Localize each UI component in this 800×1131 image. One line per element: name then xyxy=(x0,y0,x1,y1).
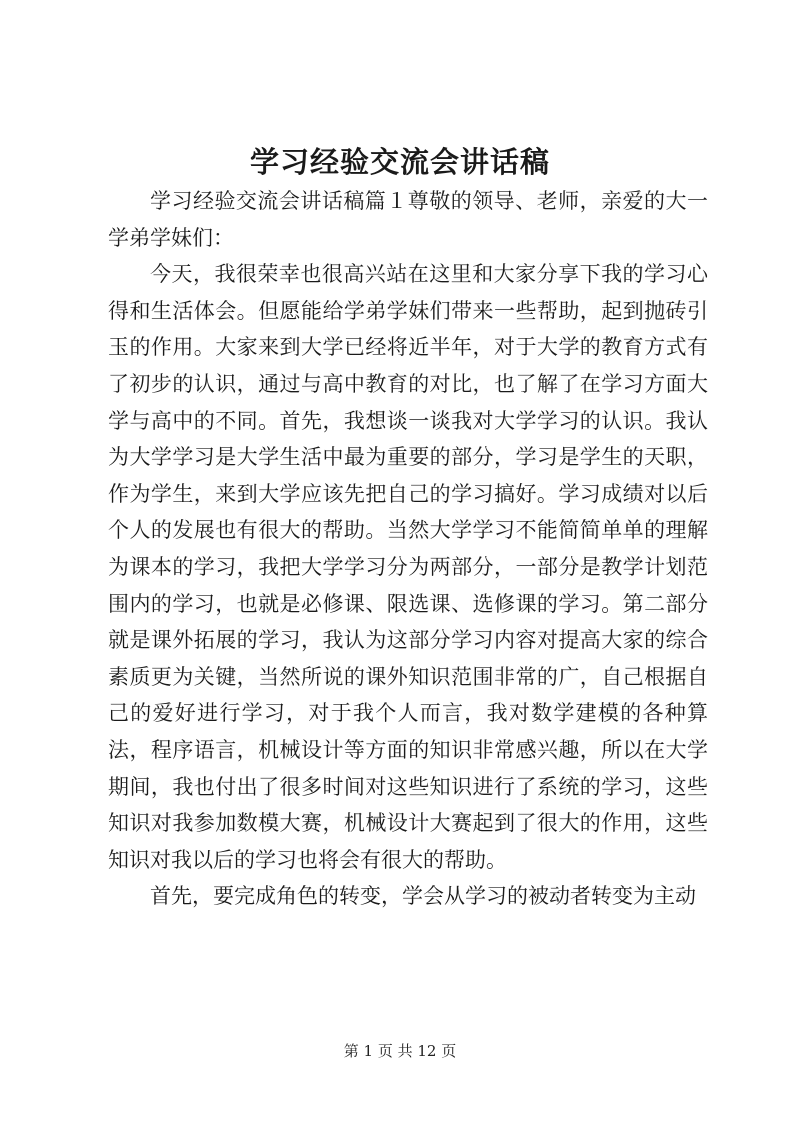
page-number-footer: 第 1 页 共 12 页 xyxy=(343,1042,457,1060)
document-title: 学习经验交流会讲话稿 xyxy=(249,145,550,179)
document-body xyxy=(108,183,708,915)
paragraph-continued: 首先，要完成角色的转变，学会从学习的被动者转变为主动 xyxy=(150,884,696,909)
paragraph-main: 今天，我很荣幸也很高兴站在这里和大家分享下我的学习心得和生活体会。但愿能给学弟学妹们带来一些帮助，起到抛砖引玉的作用。大家来到大学已经将近半年，对于大学的教育方式有了初步的认识，通过与高中教育的对比，也了解了在学习方面大学与高中的不同。首先，我想谈一谈我对大学学习的认识。我认为大学学习是大学生活中最为重要的部分，学习是学生的天职，作为学生，来到大学应该先把自己的学习搞好。学习成绩对以后个人的发展也有很大的帮助。当然大学学习不能简简单单的理解为课本的学习，我把大学学习分为两部分，一部分是教学计划范围内的学习，也就是必修课、限选课、选修课的学习。第二部分就是课外拓展的学习，我认为这部分学习内容对提高大家的综合素质更为关键，当然所说的课外知识范围非常的广，自己根据自己的爱好进行学习，对于我个人而言，我对数学建模的各种算法，程序语言，机械设计等方面的知识非常感兴趣，所以在大学期间，我也付出了很多时间对这些知识进行了系统的学习，这些知识对我参加数模大赛，机械设计大赛起到了很大的作用，这些知识对我以后的学习也将会有很大的帮助。 xyxy=(108,262,708,872)
paragraph-intro: 学习经验交流会讲话稿篇１尊敬的领导、老师，亲爱的大一学弟学妹们： xyxy=(108,189,708,250)
